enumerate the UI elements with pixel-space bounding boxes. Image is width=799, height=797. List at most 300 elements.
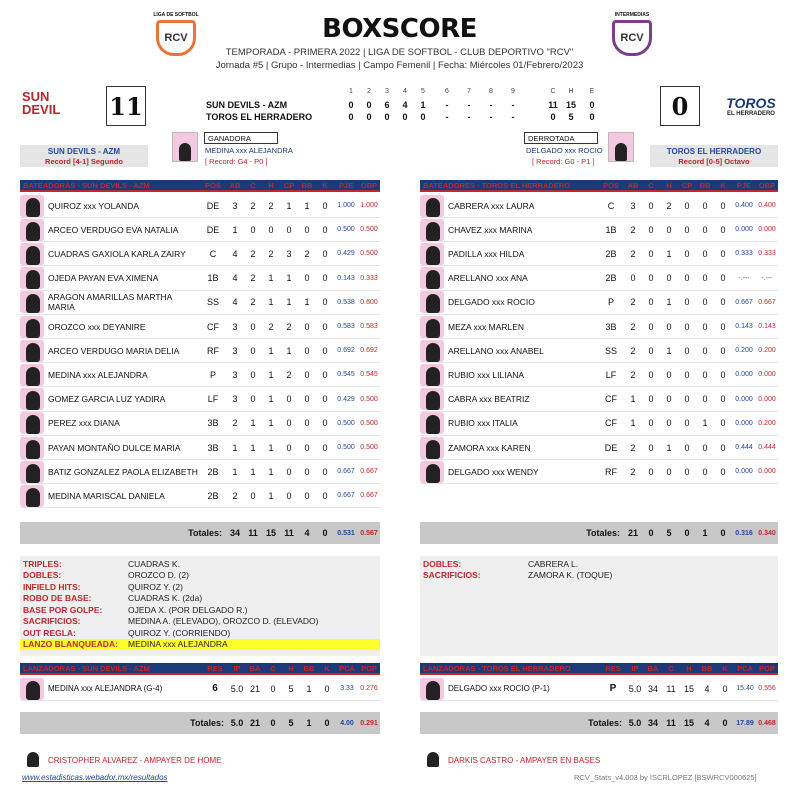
stat-k: 0 — [322, 345, 328, 356]
stat-bb: 0 — [702, 321, 708, 332]
stat-cp: 0 — [684, 297, 690, 308]
stat-pos: CF — [605, 394, 617, 405]
table-row — [20, 677, 380, 701]
total-bb: 1 — [306, 718, 312, 728]
stat-k: 0 — [322, 466, 328, 477]
stat-k: 0 — [720, 273, 726, 284]
table-row — [420, 388, 778, 412]
stat-ab: 2 — [232, 418, 238, 429]
stat-cp: 0 — [684, 466, 690, 477]
player-name: DELGADO xxx WENDY — [448, 466, 539, 477]
stat-bb: 0 — [304, 369, 310, 380]
stat-pje: 0.333 — [735, 250, 753, 258]
rhe-e: 0 — [589, 112, 595, 122]
winner-name: MEDINA xxx ALEJANDRA — [205, 146, 293, 155]
inning-runs: 0 — [384, 112, 390, 122]
totals-label: Totales: — [190, 718, 224, 728]
inning-number: 1 — [349, 88, 353, 95]
stat-ab: 2 — [630, 345, 636, 356]
player-avatar-icon — [420, 437, 444, 459]
stat-cp: 1 — [286, 345, 292, 356]
total-obp: 0.340 — [758, 529, 776, 537]
player-avatar-icon — [20, 219, 44, 241]
player-cell — [20, 388, 200, 410]
umpire-bases: DARKIS CASTRO - AMPAYER EN BASES — [448, 756, 601, 765]
table-row — [20, 412, 380, 436]
inning-runs: 0 — [420, 112, 426, 122]
stat-h: 1 — [666, 345, 672, 356]
table-row — [420, 363, 778, 387]
player-avatar-icon — [420, 291, 444, 313]
note-label: DOBLES: — [423, 558, 462, 569]
stat-obp: 0.444 — [758, 444, 776, 451]
score-right: 0 — [660, 86, 700, 126]
stat-pos: 3B — [207, 418, 219, 429]
rhe-c: 0 — [550, 112, 556, 122]
stat-pos: 3B — [605, 321, 617, 332]
player-name: OROZCO xxx DEYANIRE — [48, 321, 146, 332]
stat-ip: 5.0 — [230, 683, 244, 694]
table-row — [20, 363, 380, 387]
league-logo-label: LIGA DE SOFTBOL — [153, 12, 199, 18]
stat-bb: 0 — [304, 466, 310, 477]
stat-k: 0 — [722, 683, 728, 694]
player-avatar-icon — [420, 412, 444, 434]
table-row — [420, 291, 778, 315]
stat-k: 0 — [322, 321, 328, 332]
loser-record: [ Record: G0 - P1 ] — [532, 157, 595, 166]
inning-number: 6 — [445, 88, 449, 95]
website-link[interactable]: www.estadisticas.webador.mx/resultados — [22, 773, 168, 782]
stat-cp: 0 — [286, 224, 292, 235]
stat-ba: 21 — [249, 683, 260, 694]
column-header: OBP — [360, 180, 378, 190]
stat-h: 0 — [666, 224, 672, 235]
player-cell — [20, 316, 200, 338]
stat-h: 0 — [666, 394, 672, 405]
player-avatar-icon — [20, 195, 44, 217]
player-cell — [420, 364, 598, 386]
column-header: C — [668, 663, 674, 673]
total-h: 15 — [683, 718, 694, 728]
player-name: ARCEO VERDUGO EVA NATALIA — [48, 224, 179, 235]
stat-pje: 0.500 — [337, 419, 355, 427]
pitcher-name: MEDINA xxx ALEJANDRA (G-4) — [48, 684, 163, 693]
player-name: BATIZ GONZALEZ PAOLA ELIZABETH — [48, 466, 198, 477]
stat-c: 2 — [250, 273, 256, 284]
stat-ab: 0 — [630, 273, 636, 284]
column-header: POS — [205, 180, 221, 190]
player-cell — [420, 267, 598, 289]
left-notes — [20, 556, 380, 656]
player-name: RUBIO xxx ITALIA — [448, 418, 518, 429]
stat-bb: 0 — [304, 490, 310, 501]
column-header: PCA — [737, 663, 753, 673]
player-name: CUADRAS GAXIOLA KARLA ZAIRY — [48, 248, 186, 259]
stat-c: 0 — [270, 683, 276, 694]
note-value: CUADRAS K. (2da) — [128, 593, 203, 604]
shield-text: RCV — [620, 32, 644, 44]
stat-pos: 2B — [605, 248, 617, 259]
stat-pje: 0.143 — [337, 274, 355, 282]
stat-cp: 0 — [286, 442, 292, 453]
note-value: MEDINA A. (ELEVADO), OROZCO D. (ELEVADO) — [128, 616, 319, 627]
stat-h: 2 — [666, 200, 672, 211]
stat-k: 0 — [720, 248, 726, 259]
stat-k: 0 — [720, 321, 726, 332]
player-avatar-icon — [20, 243, 44, 265]
column-header: IP — [233, 663, 241, 673]
stat-pje: 0.000 — [735, 226, 753, 234]
table-row — [20, 267, 380, 291]
stat-h: 0 — [666, 369, 672, 380]
stat-bb: 0 — [304, 345, 310, 356]
inning-runs: - — [511, 112, 515, 122]
total-pje: 0.316 — [735, 529, 753, 537]
player-name: PAYAN MONTAÑO DULCE MARIA — [48, 442, 181, 453]
pitching-header — [20, 663, 380, 675]
stat-pje: 0.500 — [337, 226, 355, 234]
stat-pos: P — [607, 297, 614, 308]
player-avatar-icon — [420, 461, 444, 483]
stat-ab: 2 — [630, 466, 636, 477]
player-cell — [420, 219, 598, 241]
stat-k: 0 — [720, 466, 726, 477]
player-cell — [20, 219, 200, 241]
note-label: SACRIFICIOS: — [23, 616, 81, 627]
stat-obp: 0.200 — [758, 347, 776, 355]
stat-pos: DE — [604, 442, 618, 453]
table-row — [20, 194, 380, 218]
stat-ab: 2 — [630, 224, 636, 235]
note-value: CABRERA L. — [528, 558, 579, 569]
stat-cp: 3 — [286, 248, 292, 259]
inning-runs: - — [489, 112, 493, 122]
stat-pos: LF — [207, 394, 219, 405]
table-row — [420, 460, 778, 484]
stat-pje: 0.667 — [337, 468, 355, 476]
left-team-record: Record [4-1] Segundo — [45, 157, 123, 166]
table-row — [20, 388, 380, 412]
table-row — [420, 315, 778, 339]
stat-obp: 0.500 — [360, 395, 378, 403]
stat-pos: CF — [207, 321, 219, 332]
note-row — [20, 581, 380, 593]
column-header: RES — [207, 663, 223, 673]
stat-pje: 0.500 — [337, 444, 355, 451]
player-cell — [420, 316, 598, 338]
stat-pop: 0.276 — [360, 685, 378, 692]
stat-bb: 1 — [304, 297, 310, 308]
stat-ab: 2 — [630, 248, 636, 259]
stat-bb: 0 — [702, 200, 708, 211]
umpire-icon — [26, 752, 40, 768]
table-row — [20, 291, 380, 315]
batting-totals — [420, 522, 778, 544]
player-cell — [20, 340, 200, 362]
player-cell — [420, 195, 598, 217]
stat-bb: 0 — [702, 394, 708, 405]
stat-c: 0 — [648, 273, 654, 284]
right-team-name: TOROS EL HERRADERO — [666, 147, 762, 156]
stat-pje: 0.000 — [735, 371, 753, 379]
stat-pos: RF — [605, 466, 617, 477]
winner-record: [ Record: G4 - P0 ] — [205, 157, 268, 166]
column-header: H — [268, 180, 274, 190]
column-header: POP — [361, 663, 377, 673]
stat-cp: 1 — [286, 297, 292, 308]
player-name: MEZA xxx MARLEN — [448, 321, 525, 332]
table-row — [420, 267, 778, 291]
table-row — [420, 677, 778, 701]
player-cell — [20, 364, 200, 386]
stat-ba: 34 — [647, 683, 658, 694]
total-c: 0 — [270, 718, 276, 728]
stat-k: 0 — [322, 369, 328, 380]
column-header: CP — [681, 180, 693, 190]
left-team-name: SUN DEVILS - AZM — [47, 147, 121, 156]
stat-ab: 2 — [630, 369, 636, 380]
stat-c: 0 — [648, 297, 654, 308]
right-notes — [420, 556, 778, 656]
stat-obp: -.--- — [761, 274, 773, 282]
stat-h: 5 — [288, 683, 294, 694]
linescore-team-name: TOROS EL HERRADERO — [206, 112, 313, 122]
stat-pje: 0.000 — [735, 419, 753, 427]
note-value: ZAMORA K. (TOQUE) — [528, 570, 613, 581]
player-cell — [420, 291, 598, 313]
stat-bb: 0 — [702, 224, 708, 235]
total-h: 5 — [666, 528, 672, 538]
column-header: K — [324, 663, 330, 673]
stat-obp: 0.200 — [758, 419, 776, 427]
stat-k: 0 — [720, 200, 726, 211]
stat-cp: 0 — [286, 490, 292, 501]
totals-label: Totales: — [188, 528, 222, 538]
total-k: 0 — [720, 528, 726, 538]
stat-h: 1 — [268, 418, 274, 429]
stat-obp: 0.667 — [758, 298, 776, 306]
stat-ab: 1 — [630, 394, 636, 405]
stat-obp: 0.500 — [360, 444, 378, 451]
stat-c: 0 — [250, 321, 256, 332]
pitcher-cell — [20, 678, 202, 700]
stat-c: 0 — [250, 369, 256, 380]
stat-pje: 0.692 — [337, 347, 355, 355]
column-header: K — [722, 663, 728, 673]
stat-ab: 2 — [232, 490, 238, 501]
player-cell — [420, 388, 598, 410]
stat-bb: 1 — [702, 418, 708, 429]
stat-bb: 0 — [304, 321, 310, 332]
stat-cp: 2 — [286, 369, 292, 380]
player-name: OJEDA PAYAN EVA XIMENA — [48, 273, 159, 284]
totals-label: Totales: — [586, 528, 620, 538]
inning-runs: 0 — [366, 112, 372, 122]
player-avatar-icon — [420, 219, 444, 241]
note-row — [20, 593, 380, 605]
total-k: 0 — [322, 528, 328, 538]
stat-ab: 1 — [630, 418, 636, 429]
total-ba: 21 — [249, 718, 260, 728]
pitching-header — [420, 663, 778, 675]
player-avatar-icon — [420, 316, 444, 338]
table-row — [420, 218, 778, 242]
player-cell — [20, 485, 200, 507]
note-label: SACRIFICIOS: — [423, 570, 481, 581]
stat-k: 0 — [322, 297, 328, 308]
note-value: CUADRAS K. — [128, 558, 180, 569]
player-avatar-icon — [420, 195, 444, 217]
stat-bb: 0 — [304, 442, 310, 453]
column-header: AB — [627, 180, 639, 190]
stat-k: 0 — [322, 224, 328, 235]
column-header: BA — [249, 663, 261, 673]
table-row — [20, 315, 380, 339]
stat-pos: 2B — [605, 273, 617, 284]
stat-pos: DE — [206, 224, 220, 235]
stat-pos: LF — [605, 369, 617, 380]
total-bb: 1 — [702, 528, 708, 538]
inning-runs: 0 — [348, 100, 354, 110]
stat-c: 0 — [648, 418, 654, 429]
note-row — [20, 604, 380, 616]
player-name: QUIROZ xxx YOLANDA — [48, 200, 139, 211]
player-cell — [20, 461, 200, 483]
stat-ab: 4 — [232, 297, 238, 308]
total-pop: 0.468 — [758, 719, 776, 727]
stat-obp: 0.333 — [360, 274, 378, 282]
total-ab: 34 — [229, 528, 240, 538]
table-row — [20, 460, 380, 484]
stat-bb: 0 — [702, 442, 708, 453]
stat-pje: 0.400 — [735, 202, 753, 209]
column-header: K — [322, 180, 328, 190]
note-row — [20, 616, 380, 628]
batting-title: BATEADORES - TOROS EL HERRADERO — [423, 180, 571, 190]
stat-c: 1 — [250, 466, 256, 477]
stat-c: 0 — [250, 394, 256, 405]
column-header: BB — [699, 180, 711, 190]
stat-pje: 0.200 — [735, 347, 753, 355]
note-value: OJEDA X. (POR DELGADO R.) — [128, 604, 248, 615]
rhe-e: 0 — [589, 100, 595, 110]
player-avatar-icon — [420, 388, 444, 410]
stat-res: P — [609, 683, 617, 694]
stat-k: 0 — [720, 442, 726, 453]
stat-obp: 0.400 — [758, 202, 776, 209]
batting-header — [20, 180, 380, 192]
column-header: PCA — [339, 663, 355, 673]
stat-c: 0 — [250, 224, 256, 235]
player-avatar-icon — [20, 291, 44, 313]
stat-pje: 0.429 — [337, 395, 355, 403]
stat-c: 0 — [648, 321, 654, 332]
total-bb: 4 — [304, 528, 310, 538]
player-name: ARAGON AMARILLAS MARTHA MARIA — [47, 292, 172, 313]
inning-number: 3 — [385, 88, 389, 95]
stat-c: 1 — [250, 442, 256, 453]
stat-pje: 0.538 — [337, 298, 355, 306]
stat-bb: 0 — [702, 345, 708, 356]
inning-runs: 0 — [348, 112, 354, 122]
losing-pitcher-icon — [608, 132, 634, 162]
stat-cp: 1 — [286, 273, 292, 284]
batting-title: BATEADORAS - SUN DEVILS - AZM — [23, 180, 150, 190]
stat-obp: 0.143 — [758, 323, 776, 330]
pitcher-cell — [420, 678, 600, 700]
rhe-h: 15 — [565, 100, 576, 110]
stat-h: 1 — [268, 490, 274, 501]
stat-cp: 0 — [684, 369, 690, 380]
stat-ab: 3 — [232, 394, 238, 405]
stat-obp: 1.000 — [360, 202, 378, 209]
stat-pje: 0.667 — [337, 492, 355, 500]
stat-h: 2 — [268, 200, 274, 211]
player-name: CHAVEZ xxx MARINA — [448, 224, 533, 235]
inning-number: 2 — [367, 88, 371, 95]
stat-k: 0 — [720, 224, 726, 235]
stat-pos: 2B — [207, 490, 219, 501]
total-k: 0 — [722, 718, 728, 728]
stat-h: 0 — [666, 321, 672, 332]
score-left: 11 — [106, 86, 146, 126]
stat-h: 1 — [666, 442, 672, 453]
stat-k: 0 — [322, 273, 328, 284]
note-value: QUIROZ Y. (CORRIENDO) — [128, 627, 231, 638]
note-label: DOBLES: — [23, 570, 62, 581]
league-logo-label: INTERMEDIAS — [614, 12, 650, 18]
stat-pje: 0.429 — [337, 250, 355, 258]
note-label: TRIPLES: — [23, 558, 62, 569]
stat-pos: 1B — [207, 273, 219, 284]
column-header: K — [720, 180, 726, 190]
stat-c: 0 — [648, 394, 654, 405]
table-row — [420, 436, 778, 460]
table-row — [20, 436, 380, 460]
player-avatar-icon — [20, 267, 44, 289]
stat-ab: 3 — [232, 345, 238, 356]
loser-name: DELGADO xxx ROCIO — [526, 146, 603, 155]
column-header: H — [288, 663, 294, 673]
stat-pje: 0.545 — [337, 371, 355, 379]
stat-pop: 0.556 — [758, 685, 776, 692]
stat-h: 1 — [666, 248, 672, 259]
column-header: H — [686, 663, 692, 673]
stat-obp: 0.500 — [360, 419, 378, 427]
stat-k: 0 — [322, 248, 328, 259]
stat-ab: 2 — [630, 321, 636, 332]
player-cell — [420, 461, 598, 483]
stat-c: 1 — [250, 418, 256, 429]
stat-pos: RF — [207, 345, 219, 356]
loser-label: DERROTADA — [524, 132, 598, 144]
column-header: AB — [229, 180, 241, 190]
rhe-c: 11 — [548, 100, 558, 110]
stat-c: 0 — [648, 369, 654, 380]
column-header: RES — [605, 663, 621, 673]
stat-cp: 2 — [286, 321, 292, 332]
stat-pje: 0.444 — [735, 444, 753, 451]
player-avatar-icon — [20, 364, 44, 386]
column-header: C — [250, 180, 256, 190]
stat-h: 1 — [268, 273, 274, 284]
stat-c: 0 — [648, 200, 654, 211]
player-avatar-icon — [20, 485, 44, 507]
stat-h: 15 — [683, 683, 694, 694]
player-name: ARELLANO xxx ANABEL — [448, 345, 544, 356]
inning-number: 5 — [421, 88, 425, 95]
